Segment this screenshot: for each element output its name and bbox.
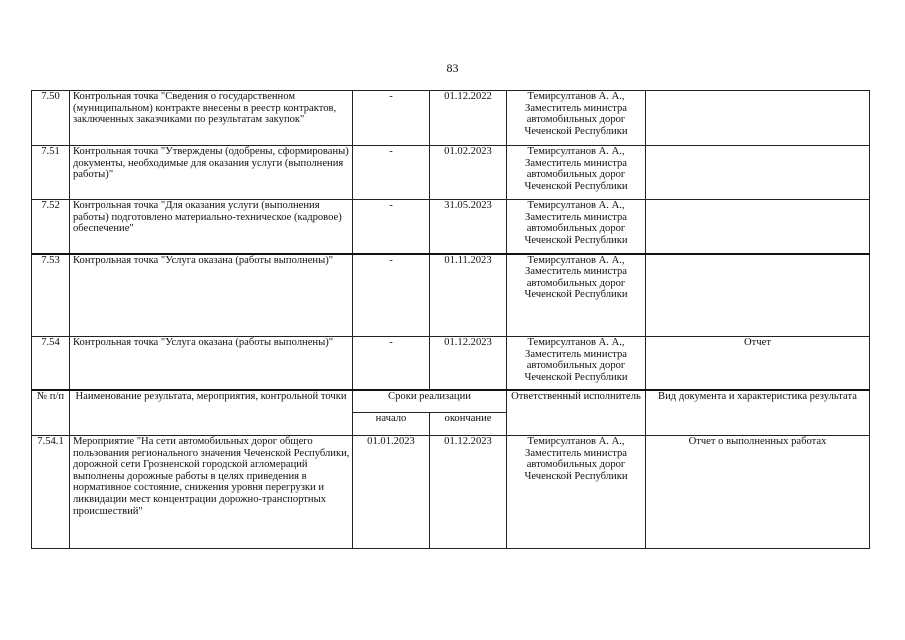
row-responsible: Темирсултанов А. А., Заместитель министра автомобильных дорог Чеченской Республики	[507, 146, 646, 200]
table-row	[32, 337, 870, 390]
row-end-date: 01.02.2023	[430, 146, 507, 200]
header-number: № п/п	[32, 390, 70, 436]
row-start-date: -	[353, 254, 430, 337]
row-responsible: Темирсултанов А. А., Заместитель министра автомобильных дорог Чеченской Республики	[507, 254, 646, 337]
table-row	[32, 91, 870, 146]
row-document	[646, 91, 870, 146]
row-document	[646, 200, 870, 254]
header-start: начало	[353, 413, 430, 436]
row-end-date: 01.11.2023	[430, 254, 507, 337]
row-responsible: Темирсултанов А. А., Заместитель министра автомобильных дорог Чеченской Республики	[507, 337, 646, 390]
page-number: 83	[446, 61, 459, 75]
row-end-date: 01.12.2023	[430, 436, 507, 549]
row-number: 7.53	[32, 254, 70, 337]
header-end: окончание	[430, 413, 507, 436]
row-responsible: Темирсултанов А. А., Заместитель министра автомобильных дорог Чеченской Республики	[507, 91, 646, 146]
row-responsible: Темирсултанов А. А., Заместитель министра автомобильных дорог Чеченской Республики	[507, 200, 646, 254]
row-name: Контрольная точка "Услуга оказана (работы выполнены)"	[70, 337, 353, 390]
row-start-date: 01.01.2023	[353, 436, 430, 549]
row-name: Контрольная точка "Сведения о государственном (муниципальном) контракте внесены в реестр контрактов, заключенных заказчиками по результатам закупок"	[70, 91, 353, 146]
row-name: Мероприятие "На сети автомобильных дорог общего пользования регионального значения Чеченской Республики, дорожной сети Грозненской городской агломераций выполнены дорожные работы в целях приведения в нормативное состояние, снижения уровня перегрузки и ликвидации мест концентрации дорожно-транспортных происшествий"	[70, 436, 353, 549]
row-document: Отчет о выполненных работах	[646, 436, 870, 549]
header-terms: Сроки реализации	[353, 390, 507, 413]
row-start-date: -	[353, 146, 430, 200]
row-number: 7.54	[32, 337, 70, 390]
header-name: Наименование результата, мероприятия, контрольной точки	[70, 390, 353, 436]
table-row	[32, 254, 870, 337]
row-start-date: -	[353, 91, 430, 146]
row-number: 7.50	[32, 91, 70, 146]
row-document	[646, 254, 870, 337]
row-name: Контрольная точка "Услуга оказана (работы выполнены)"	[70, 254, 353, 337]
row-end-date: 01.12.2022	[430, 91, 507, 146]
row-number: 7.52	[32, 200, 70, 254]
header-responsible: Ответственный исполнитель	[507, 390, 646, 436]
row-responsible: Темирсултанов А. А., Заместитель министра автомобильных дорог Чеченской Республики	[507, 436, 646, 549]
row-document: Отчет	[646, 337, 870, 390]
row-number: 7.51	[32, 146, 70, 200]
implementation-plan-table	[31, 90, 870, 549]
table-row	[32, 436, 870, 549]
row-name: Контрольная точка "Для оказания услуги (выполнения работы) подготовлено материально-техническое (кадровое) обеспечение"	[70, 200, 353, 254]
row-name: Контрольная точка "Утверждены (одобрены, сформированы) документы, необходимые для оказания услуги (выполнения работы)"	[70, 146, 353, 200]
row-end-date: 31.05.2023	[430, 200, 507, 254]
row-document	[646, 146, 870, 200]
row-end-date: 01.12.2023	[430, 337, 507, 390]
header-row	[32, 390, 870, 413]
row-number: 7.54.1	[32, 436, 70, 549]
row-start-date: -	[353, 200, 430, 254]
table-row	[32, 146, 870, 200]
header-document: Вид документа и характеристика результата	[646, 390, 870, 436]
table-row	[32, 200, 870, 254]
row-start-date: -	[353, 337, 430, 390]
